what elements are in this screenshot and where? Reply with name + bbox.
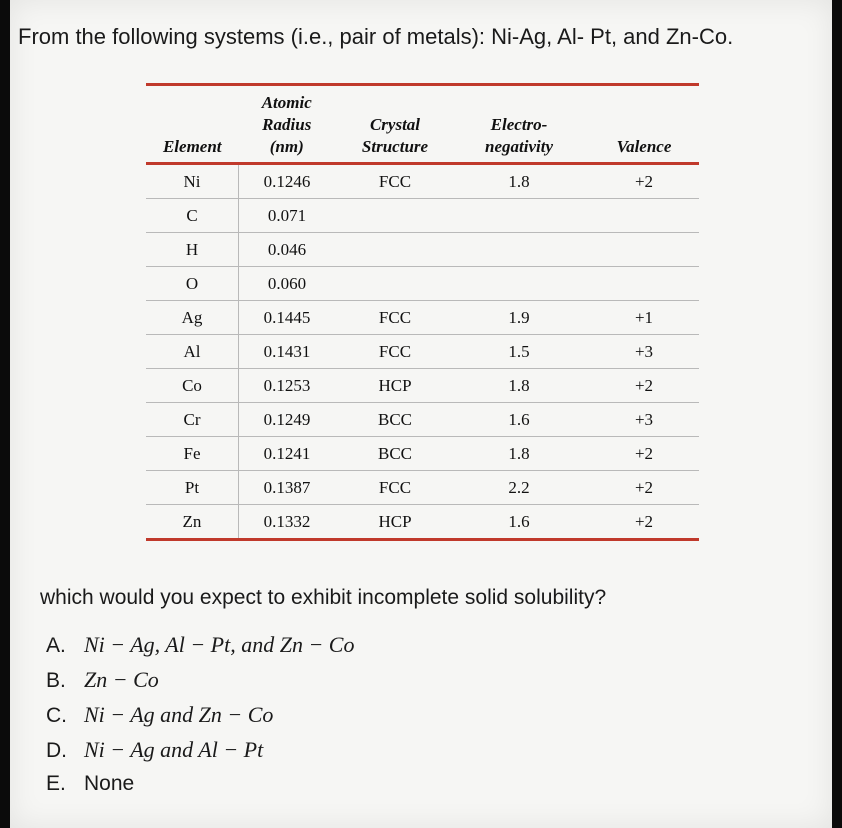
cell-atomic-radius: 0.1445 — [239, 301, 342, 335]
cell-electronegativity: 1.5 — [449, 335, 589, 369]
cell-electronegativity: 1.6 — [449, 403, 589, 437]
cell-element: O — [146, 267, 239, 301]
cell-atomic-radius: 0.071 — [239, 199, 342, 233]
table-row — [146, 199, 699, 233]
table-row — [146, 267, 699, 301]
cell-atomic-radius: 0.046 — [239, 233, 342, 267]
cell-atomic-radius: 0.1332 — [239, 505, 342, 540]
header-valence: Valence — [589, 85, 699, 164]
table-body — [146, 164, 699, 540]
question-prompt: which would you expect to exhibit incomplete solid solubility? — [40, 586, 607, 609]
cell-crystal-structure: BCC — [341, 437, 449, 471]
cell-element: C — [146, 199, 239, 233]
cell-crystal-structure: BCC — [341, 403, 449, 437]
header-electronegativity — [449, 85, 589, 164]
option-letter: D. — [46, 739, 67, 762]
answer-option[interactable] — [46, 667, 354, 702]
option-letter: A. — [46, 634, 66, 657]
cell-element: Pt — [146, 471, 239, 505]
cell-valence — [589, 267, 699, 301]
header-crystal-structure-line1: Crystal — [369, 115, 421, 134]
element-properties-table — [146, 83, 699, 541]
cell-atomic-radius: 0.1249 — [239, 403, 342, 437]
table-row — [146, 369, 699, 403]
cell-element: Fe — [146, 437, 239, 471]
option-text: Zn − Co — [84, 667, 159, 692]
option-letter: E. — [46, 772, 66, 795]
cell-crystal-structure — [341, 233, 449, 267]
header-crystal-structure-line2: Structure — [361, 137, 429, 156]
option-text: None — [84, 772, 135, 795]
cell-crystal-structure: FCC — [341, 335, 449, 369]
cell-atomic-radius: 0.1246 — [239, 164, 342, 199]
header-atomic-radius-line1: Atomic — [261, 93, 312, 112]
cell-valence: +3 — [589, 335, 699, 369]
table-row — [146, 335, 699, 369]
cell-valence — [589, 233, 699, 267]
answer-option[interactable] — [46, 737, 354, 772]
cell-crystal-structure: FCC — [341, 164, 449, 199]
cell-crystal-structure: FCC — [341, 301, 449, 335]
cell-element: Zn — [146, 505, 239, 540]
option-letter: B. — [46, 669, 66, 692]
cell-atomic-radius: 0.1387 — [239, 471, 342, 505]
table-header-row — [146, 85, 699, 164]
table-row — [146, 471, 699, 505]
cell-valence: +1 — [589, 301, 699, 335]
cell-valence: +3 — [589, 403, 699, 437]
cell-crystal-structure — [341, 199, 449, 233]
cell-electronegativity: 1.6 — [449, 505, 589, 540]
cell-element: Al — [146, 335, 239, 369]
table-row — [146, 505, 699, 540]
answer-option[interactable] — [46, 772, 354, 807]
table-row — [146, 301, 699, 335]
cell-electronegativity — [449, 233, 589, 267]
cell-element: Ag — [146, 301, 239, 335]
cell-valence: +2 — [589, 471, 699, 505]
question-screen — [10, 0, 832, 828]
answer-option[interactable] — [46, 702, 354, 737]
cell-valence: +2 — [589, 369, 699, 403]
header-atomic-radius-line2: Radius — [262, 115, 312, 134]
cell-electronegativity: 1.8 — [449, 164, 589, 199]
question-intro: From the following systems (i.e., pair of metals): Ni-Ag, Al- Pt, and Zn-Co. — [18, 24, 734, 49]
cell-element: Ni — [146, 164, 239, 199]
table-row — [146, 437, 699, 471]
cell-electronegativity — [449, 267, 589, 301]
cell-crystal-structure: HCP — [341, 369, 449, 403]
cell-element: H — [146, 233, 239, 267]
header-atomic-radius-line3: (nm) — [269, 137, 304, 156]
cell-element: Co — [146, 369, 239, 403]
cell-atomic-radius: 0.1431 — [239, 335, 342, 369]
table-row — [146, 164, 699, 199]
cell-electronegativity: 2.2 — [449, 471, 589, 505]
cell-valence: +2 — [589, 437, 699, 471]
header-electronegativity-line1: Electro- — [490, 115, 548, 134]
table-row — [146, 403, 699, 437]
option-text: Ni − Ag and Zn − Co — [84, 702, 274, 727]
cell-valence — [589, 199, 699, 233]
answer-options — [46, 632, 354, 807]
answer-option[interactable] — [46, 632, 354, 667]
cell-atomic-radius: 0.1241 — [239, 437, 342, 471]
cell-electronegativity — [449, 199, 589, 233]
cell-electronegativity: 1.9 — [449, 301, 589, 335]
header-electronegativity-line2: negativity — [485, 137, 553, 156]
table-row — [146, 233, 699, 267]
cell-atomic-radius: 0.060 — [239, 267, 342, 301]
header-crystal-structure — [341, 85, 449, 164]
cell-valence: +2 — [589, 505, 699, 540]
cell-crystal-structure: HCP — [341, 505, 449, 540]
cell-atomic-radius: 0.1253 — [239, 369, 342, 403]
option-text: Ni − Ag, Al − Pt, and Zn − Co — [84, 632, 355, 657]
cell-crystal-structure — [341, 267, 449, 301]
header-element: Element — [146, 85, 239, 164]
cell-crystal-structure: FCC — [341, 471, 449, 505]
option-text: Ni − Ag and Al − Pt — [84, 737, 264, 762]
cell-element: Cr — [146, 403, 239, 437]
header-atomic-radius — [239, 85, 342, 164]
cell-electronegativity: 1.8 — [449, 437, 589, 471]
cell-electronegativity: 1.8 — [449, 369, 589, 403]
cell-valence: +2 — [589, 164, 699, 199]
option-letter: C. — [46, 704, 67, 727]
